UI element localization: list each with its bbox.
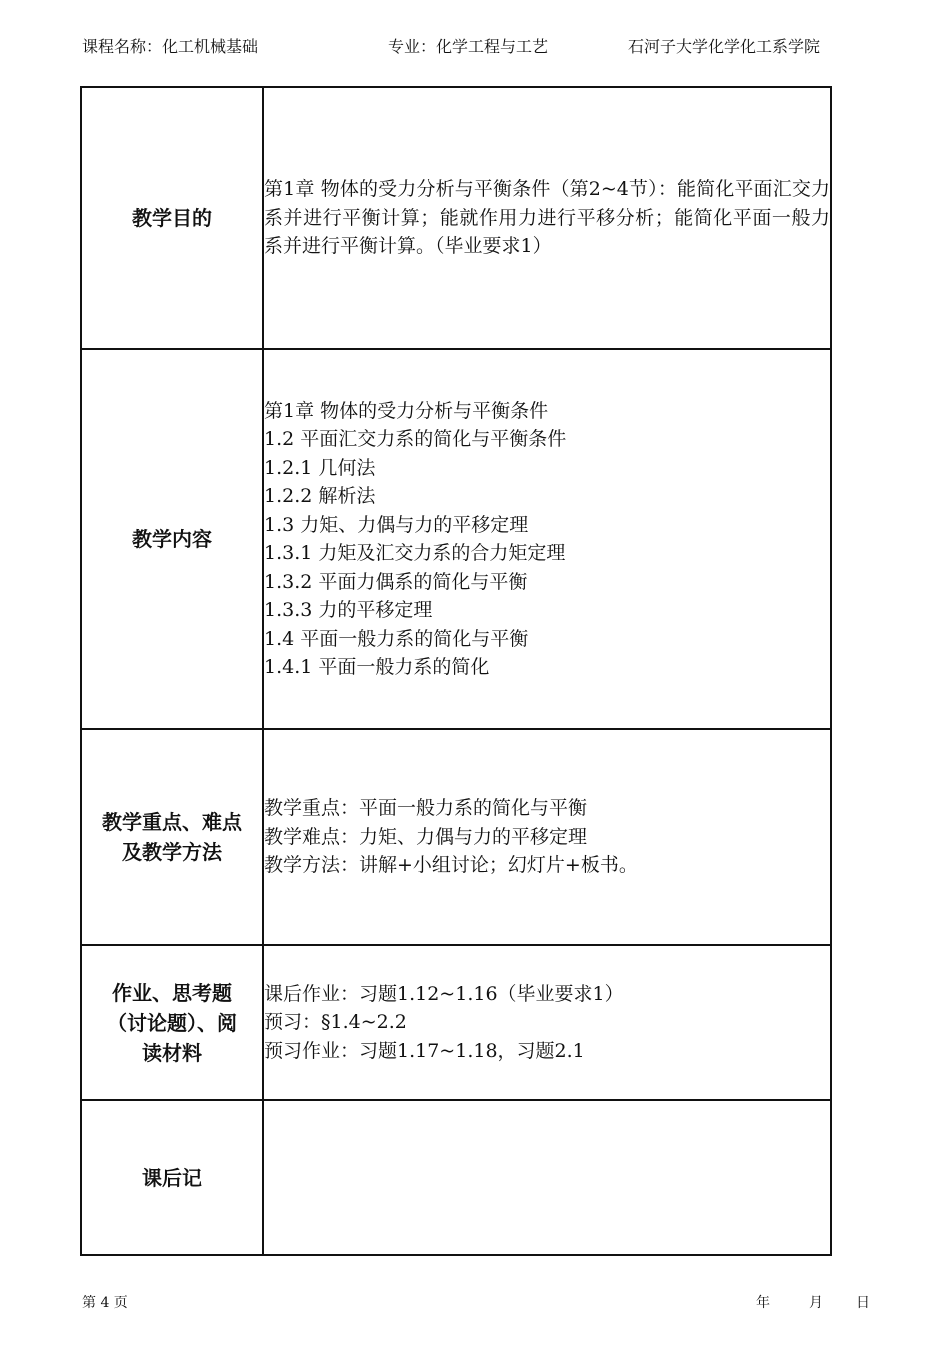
label-line: 教学重点、难点 bbox=[102, 810, 242, 834]
label-line: 及教学方法 bbox=[122, 840, 222, 864]
content-line: 教学难点：力矩、力偶与力的平移定理 bbox=[264, 825, 588, 848]
content-line: 预习作业：习题1.17~1.18，习题2.1 bbox=[264, 1039, 585, 1062]
content-line: 1.3.3 力的平移定理 bbox=[264, 599, 433, 621]
row-after-class-notes bbox=[81, 1100, 831, 1255]
header-major: 专业：化学工程与工艺 bbox=[388, 37, 549, 56]
row-teaching-content bbox=[81, 349, 831, 729]
content-line: 1.3 力矩、力偶与力的平移定理 bbox=[264, 513, 529, 536]
content-line: 1.4 平面一般力系的简化与平衡 bbox=[264, 627, 529, 650]
content-key-points bbox=[263, 729, 831, 945]
date-month: 月 bbox=[809, 1295, 823, 1311]
label-line: 作业、思考题 bbox=[112, 980, 232, 1005]
content-line: 1.4.1 平面一般力系的简化 bbox=[264, 656, 490, 678]
content-line: 第1章 物体的受力分析与平衡条件 bbox=[264, 399, 549, 422]
date-day: 日 bbox=[856, 1295, 870, 1311]
date-year: 年 bbox=[756, 1295, 770, 1311]
row-key-points bbox=[81, 729, 831, 945]
lesson-plan-table bbox=[80, 86, 832, 1256]
label-key-points bbox=[81, 729, 263, 945]
content-homework bbox=[263, 945, 831, 1100]
row-homework bbox=[81, 945, 831, 1100]
content-line: 教学重点：平面一般力系的简化与平衡 bbox=[264, 797, 588, 820]
content-line: 1.2 平面汇交力系的简化与平衡条件 bbox=[264, 428, 567, 450]
content-line: 1.3.1 力矩及汇交力系的合力矩定理 bbox=[264, 542, 566, 564]
content-line: 预习：§1.4~2.2 bbox=[264, 1011, 407, 1034]
content-line: 1.2.1 几何法 bbox=[264, 456, 376, 479]
content-after-class-notes bbox=[263, 1100, 831, 1255]
label-teaching-content: 教学内容 bbox=[81, 349, 263, 729]
header-course: 课程名称：化工机械基础 bbox=[82, 37, 259, 56]
row-teaching-objective bbox=[81, 87, 831, 349]
content-line: 1.2.2 解析法 bbox=[264, 485, 376, 507]
content-teaching-content bbox=[263, 349, 831, 729]
content-line: 教学方法：讲解+小组讨论；幻灯片+板书。 bbox=[264, 854, 638, 877]
header-school: 石河子大学化学化工系学院 bbox=[628, 37, 821, 56]
page-number: 第 4 页 bbox=[82, 1295, 128, 1311]
label-line: （讨论题）、阅 bbox=[107, 1010, 237, 1035]
label-line: 读材料 bbox=[142, 1040, 202, 1065]
content-line: 1.3.2 平面力偶系的简化与平衡 bbox=[264, 570, 528, 593]
label-after-class-notes: 课后记 bbox=[81, 1100, 263, 1255]
label-homework bbox=[81, 945, 263, 1100]
teaching-objective-text: 第1章 物体的受力分析与平衡条件（第2~4节）：能简化平面汇交力系并进行平衡计算；能就作用力进行平移分析；能简化平面一般力系并进行平衡计算。（毕业要求1） bbox=[264, 178, 830, 258]
content-line: 课后作业：习题1.12~1.16（毕业要求1） bbox=[264, 982, 624, 1005]
label-teaching-objective: 教学目的 bbox=[81, 87, 263, 349]
content-teaching-objective bbox=[263, 87, 831, 349]
